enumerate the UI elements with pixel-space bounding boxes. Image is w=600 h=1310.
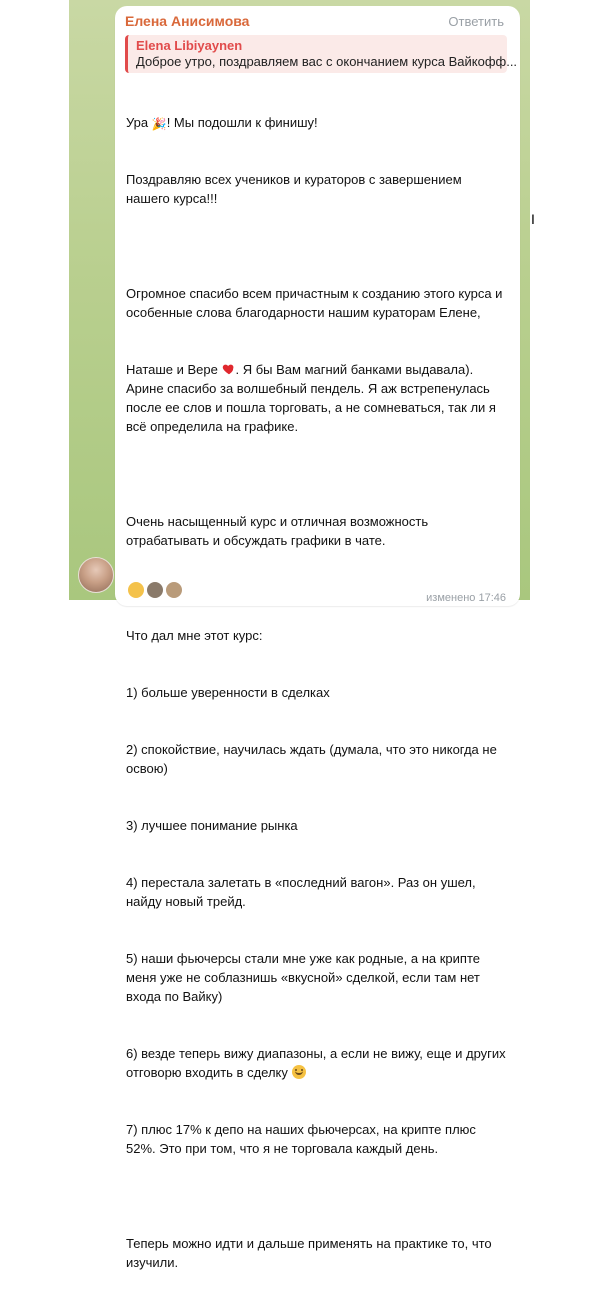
message-line: Огромное спасибо всем причастным к созданию этого курса и особенные слова благодарности нашим кураторам Елене, xyxy=(126,286,507,320)
message-line: Очень насыщенный курс и отличная возможность отрабатывать и обсуждать графики в чате. xyxy=(126,514,432,548)
message-line: 5) наши фьючерсы стали мне уже как родные, а на крипте меня уже не соблазнишь «вкусной» сделкой, если там нет входа по Вайку) xyxy=(126,951,484,1004)
party-popper-icon: 🎉 xyxy=(151,117,167,131)
message-line: 2) спокойствие, научилась ждать (думала, что это никогда не освою) xyxy=(126,742,501,776)
message-text xyxy=(126,75,508,1310)
quote-author: Elena Libiyaynen xyxy=(136,38,243,53)
message-line: 7) плюс 17% к депо на наших фьючерсах, на крипте плюс 52%. Это при том, что я не торговала каждый день. xyxy=(126,1122,480,1156)
reply-button[interactable]: Ответить xyxy=(448,14,504,29)
message-line: 6) везде теперь вижу диапазоны, а если не вижу, еще и других отговорю входить в сделку xyxy=(126,1046,510,1080)
reply-quote[interactable] xyxy=(125,35,518,73)
message-line: Что дал мне этот курс: xyxy=(126,628,263,643)
sender-name[interactable]: Елена Анисимова xyxy=(125,13,250,29)
quote-text: Доброе утро, поздравляем вас с окончанием курса Вайкофф... xyxy=(136,54,518,69)
message-bubble[interactable] xyxy=(115,6,535,1270)
message-line: 1) больше уверенности в сделках xyxy=(126,685,330,700)
message-line: Ура 🎉! Мы подошли к финишу! xyxy=(126,115,318,131)
thumbs-up-reaction-icon[interactable] xyxy=(128,582,144,598)
text-cursor-icon: I xyxy=(531,211,535,227)
message-line: Наташе и Вере . Я бы Вам магний банками выдавала). Арине спасибо за волшебный пендель. Я аж встрепенулась после ее слов и пошла торговать, а не сомневаться, так ли я всё определила на графике. xyxy=(126,362,500,434)
reactions[interactable] xyxy=(128,582,182,598)
message-line: Теперь можно идти и дальше применять на практике то, что изучили. xyxy=(126,1236,496,1270)
avatar[interactable] xyxy=(78,557,114,593)
reaction-avatar xyxy=(147,582,163,598)
message-line: Поздравляю всех учеников и кураторов с завершением нашего курса!!! xyxy=(126,172,466,206)
heart-icon xyxy=(222,362,236,376)
message-status: изменено 17:46 xyxy=(426,592,506,604)
reaction-avatar xyxy=(166,582,182,598)
message-line: 3) лучшее понимание рынка xyxy=(126,818,298,833)
smile-icon xyxy=(292,1065,306,1079)
message-line: 4) перестала залетать в «последний вагон». Раз он ушел, найду новый трейд. xyxy=(126,875,480,909)
